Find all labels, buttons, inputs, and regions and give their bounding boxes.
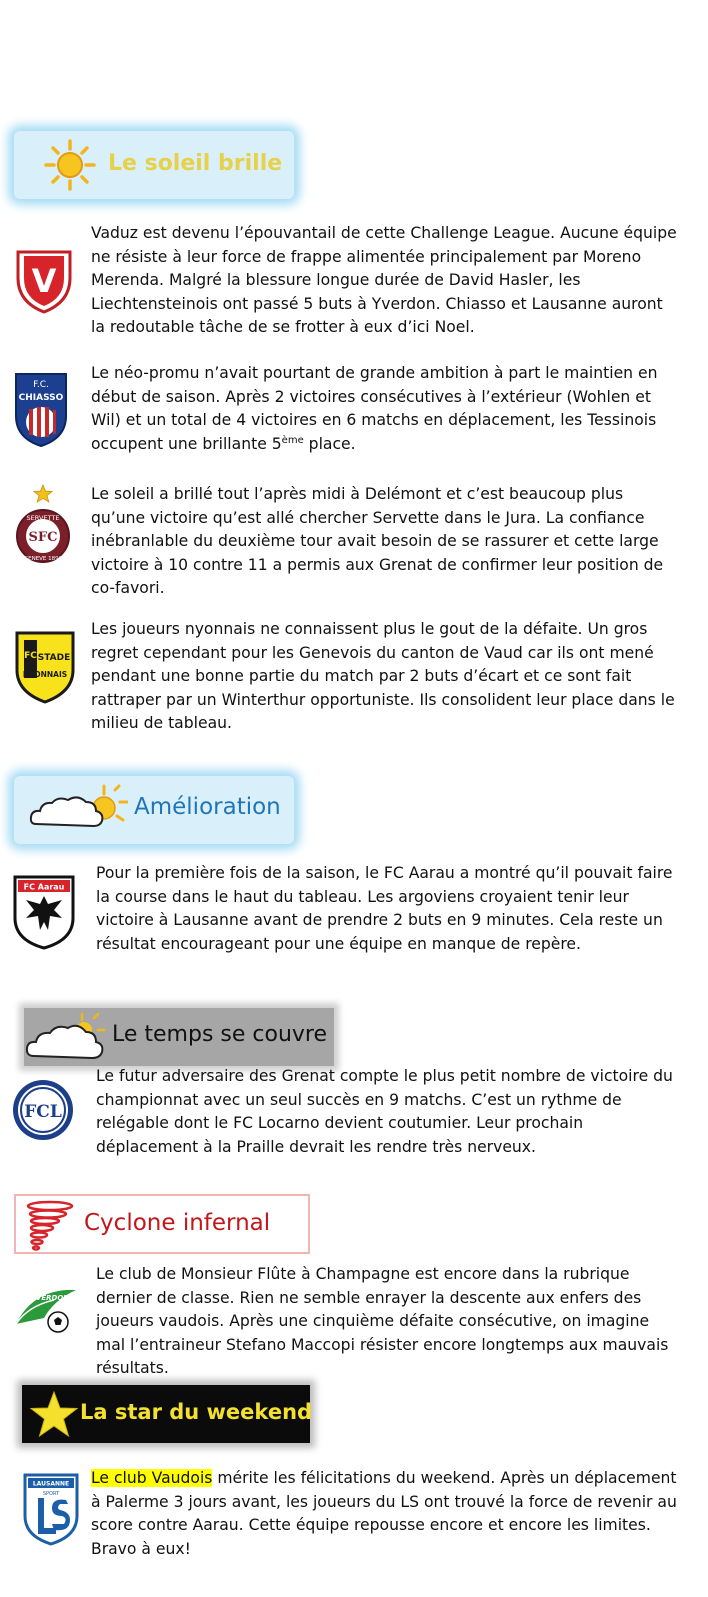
paragraph-nyon: Les joueurs nyonnais ne connaissent plus le gout de la défaite. Un gros regret cependant pour les Genevois du canton de Vaud car ils ont mené pendant une bonne partie du match par 2 buts d’écart et ce sont fait rattraper par un Winterthur opportuniste. Ils consolident leur place dans le milieu de tableau. <box>91 620 675 732</box>
locarno-logo-letters: FCL <box>24 1102 62 1122</box>
lausanne-text: mérite les félicitations du weekend. Après un déplacement à Palerme 3 jours avant, les joueurs du LS ont trouvé la force de revenir au score contre Aarau. Cette équipe repousse encore et encore les limites. Bravo à eux! <box>91 1469 677 1558</box>
paragraph-locarno: Le futur adversaire des Grenat compte le plus petit nombre de victoire du championnat avec un seul succès en 9 matchs. C’est un rythme de relégable dont le FC Locarno devient coutumier. Leur prochain déplacement à la Praille devrait les rendre très nerveux. <box>96 1067 673 1156</box>
aarau-logo <box>12 874 76 950</box>
banner-temps-se-couvre <box>24 1008 334 1066</box>
lausanne-logo-sub: SPORT <box>42 1491 60 1497</box>
servette-logo <box>15 508 71 564</box>
yverdon-logo-name: YVERDON <box>30 1294 70 1302</box>
servette-logo-name: SERVETTE <box>26 514 60 522</box>
star-icon <box>30 1391 78 1437</box>
section-title: Amélioration <box>134 794 281 820</box>
chiasso-text-end: place. <box>303 434 356 453</box>
vaduz-logo <box>14 248 74 316</box>
tornado-icon <box>20 1200 76 1256</box>
section-title: Cyclone infernal <box>84 1210 271 1236</box>
nyon-logo-stade: STADE <box>37 653 71 663</box>
lausanne-logo <box>22 1472 80 1546</box>
servette-logo-letters: SFC <box>28 530 58 545</box>
paragraph-vaduz: Vaduz est devenu l’épouvantail de cette Challenge League. Aucune équipe ne résiste à leur force de frappe alimentée principalement par Moreno Merenda. Malgré la blessure longue durée de David Hasler, les Liechtensteinois ont passé 5 buts à Yverdon. Chiasso et Lausanne auront la redoutable tâche de se frotter à eux d’ici Noel. <box>91 224 677 336</box>
banner-cyclone-infernal <box>14 1194 310 1254</box>
banner-amelioration <box>14 776 294 844</box>
highlight-club-vaudois: Le club Vaudois <box>91 1469 213 1487</box>
chiasso-text: Le néo-promu n’avait pourtant de grande ambition à part le maintien en début de saison. Après 2 victoires consécutives à l’extérieur (Wohlen et Wil) et un total de 4 victoires en 6 matchs en déplacement, les Tessinois occupent une brillante 5 <box>91 364 658 453</box>
section-title: Le temps se couvre <box>112 1022 328 1047</box>
paragraph-aarau: Pour la première fois de la saison, le FC Aarau a montré qu’il pouvait faire la course dans le haut du tableau. Les argoviens croyaient tenir leur victoire à Lausanne avant de prendre 2 buts en 9 minutes. Cela reste un résultat encourageant pour une équipe en manque de repère. <box>96 864 673 953</box>
servette-logo-sub: GENEVE 1890 <box>23 556 63 562</box>
nyon-logo-name: NYONNAIS <box>22 670 68 679</box>
section-title: Le soleil brille <box>108 151 283 176</box>
paragraph-yverdon: Le club de Monsieur Flûte à Champagne est encore dans la rubrique dernier de classe. Rien ne semble enrayer la descente aux enfers des joueurs vaudois. Après une cinquième défaite consécutive, on imagine mal l’entraineur Stefano Maccopi résister encore longtemps aux mauvais résultats. <box>96 1265 669 1377</box>
chiasso-logo-top: F.C. <box>33 380 49 390</box>
vaduz-logo-letter: V <box>31 262 57 300</box>
aarau-logo-name: FC Aarau <box>23 882 65 892</box>
paragraph-chiasso <box>91 362 681 456</box>
cloud-icon <box>24 1010 108 1066</box>
yverdon-logo-sub: sport <box>57 1304 71 1310</box>
paragraph-servette: Le soleil a brillé tout l’après midi à Delémont et c’est beaucoup plus qu’une victoire qu’est allé chercher Servette dans le Jura. La confiance inébranlable du deuxième tour avait besoin de se rassurer et cette large victoire à 10 contre 11 a permis aux Grenat de confirmer leur position de co-favori. <box>91 485 664 597</box>
star-small-icon <box>33 484 53 504</box>
chiasso-superscript: ème <box>281 434 304 446</box>
sun-cloud-icon <box>28 784 128 838</box>
nyon-logo <box>14 630 76 704</box>
banner-soleil-brille <box>14 131 294 199</box>
lausanne-logo-top: LAUSANNE <box>32 1480 70 1488</box>
sun-icon <box>44 139 96 191</box>
yverdon-logo <box>14 1284 78 1334</box>
locarno-logo <box>11 1078 75 1142</box>
banner-star-du-weekend <box>22 1385 313 1443</box>
chiasso-logo-name: CHIASSO <box>18 393 64 403</box>
chiasso-logo <box>12 372 70 448</box>
paragraph-lausanne <box>91 1467 681 1561</box>
section-title: La star du weekend <box>80 1400 313 1424</box>
nyon-logo-fc: FC <box>24 651 37 661</box>
